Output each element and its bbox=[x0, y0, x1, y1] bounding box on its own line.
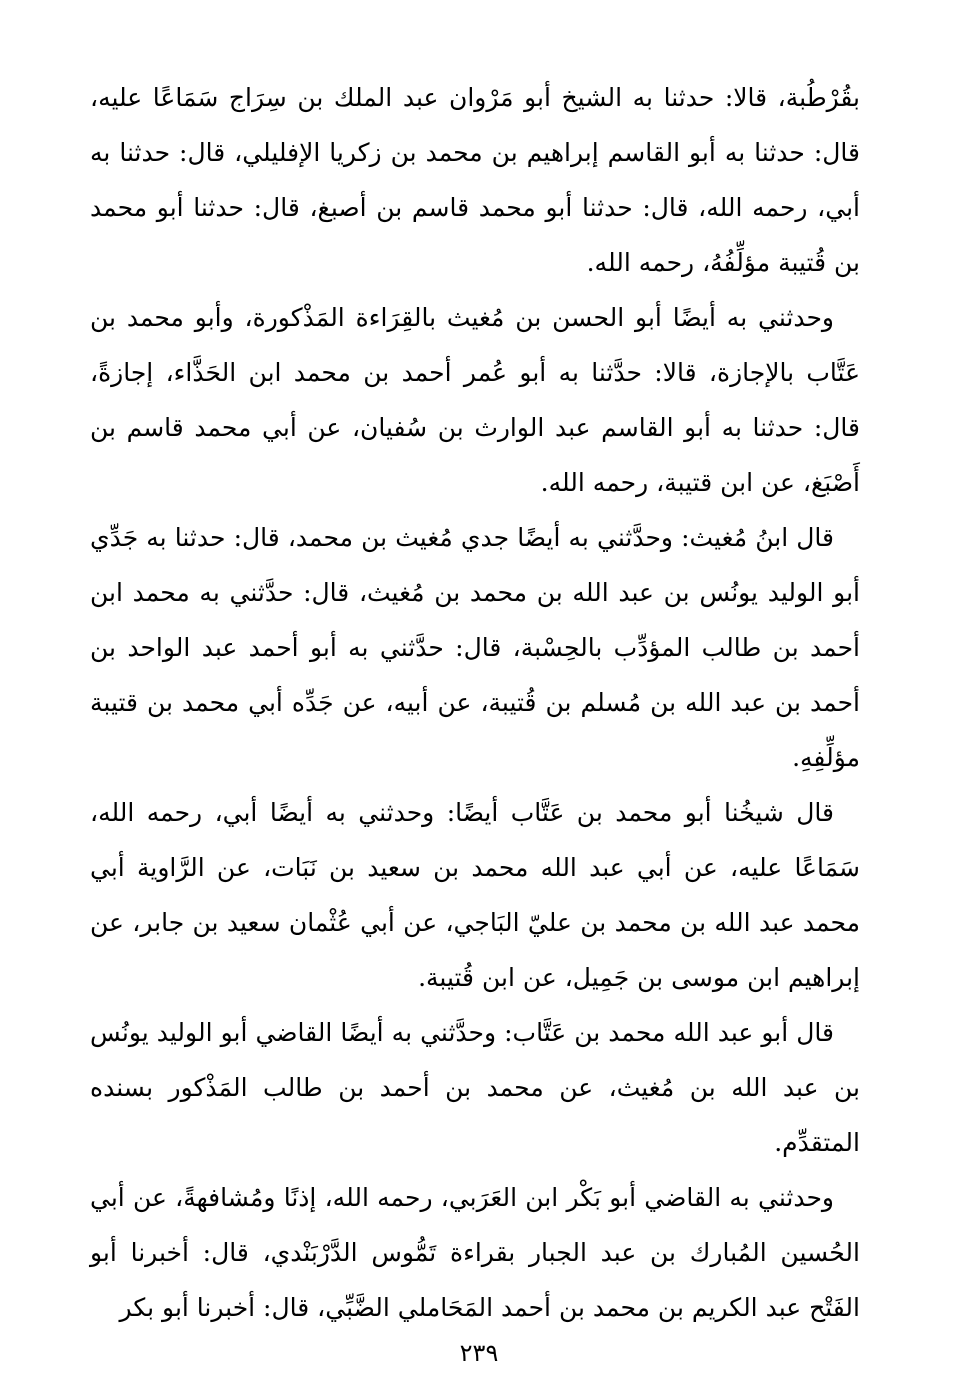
paragraph-1: بقُرْطُبة، قالا: حدثنا به الشيخ أبو مَرْوان عبد الملك بن سِرَاج سَمَاعًا عليه، قال: حدثنا به أبو القاسم إبراهيم بن محمد بن زكريا الإفليلي، قال: حدثنا به أبي، رحمه الله، قال: حدثنا أبو محمد قاسم بن أصبغ، قال: حدثنا أبو محمد بن قُتيبة مؤلِّفُهُ، رحمه الله. bbox=[90, 83, 860, 277]
paragraph-3: قال ابنُ مُغيث: وحدَّثني به أيضًا جدي مُغيث بن محمد، قال: حدثنا به جَدِّي أبو الوليد يونُس بن عبد الله بن محمد بن مُغيث، قال: حدَّثني به محمد ابن أحمد بن طالب المؤدِّب بالحِسْبة، قال: حدَّثني به أبو أحمد عبد الواحد بن أحمد بن عبد الله بن مُسلم بن قُتيبة، عن أبيه، عن جَدِّه أبي محمد بن قتيبة مؤلِّفِهِ. bbox=[90, 523, 860, 772]
paragraph-5: قال أبو عبد الله محمد بن عَتَّاب: وحدَّثني به أيضًا القاضي أبو الوليد يونُس بن عبد الله بن مُغيث، عن محمد بن أحمد بن طالب المَذْكور بسنده المتقدِّم. bbox=[90, 1018, 860, 1157]
paragraph-4: قال شيخُنا أبو محمد بن عَتَّاب أيضًا: وحدثني به أيضًا أبي، رحمه الله، سَمَاعًا عليه، عن أبي عبد الله محمد بن سعيد بن نَبَات، عن الرَّاوية أبي محمد عبد الله بن محمد بن عليّ البَاجي، عن أبي عُثْمان سعيد بن جابر، عن إبراهيم ابن موسى بن جَمِيل، عن ابن قُتيبة. bbox=[90, 798, 860, 992]
page-body bbox=[90, 70, 860, 1335]
paragraph-6: وحدثني به القاضي أبو بَكْر ابن العَرَبي، رحمه الله، إذنًا ومُشافهةً، عن أبي الحُسين المُبارك بن عبد الجبار بقراءة تَمُّوس الدَّرْبَنْدي، قال: أخبرنا أبو الفَتْح عبد الكريم بن محمد بن أحمد المَحَاملي الضَّبِّي، قال: أخبرنا أبو بكر bbox=[90, 1183, 860, 1322]
page-number: ٢٣٩ bbox=[459, 1339, 499, 1367]
paragraph-2: وحدثني به أيضًا أبو الحسن بن مُغيث بالقِرَاءة المَذْكورة، وأبو محمد بن عَتَّاب بالإجازة، قالا: حدَّثنا به أبو عُمر أحمد بن محمد ابن الحَذَّاء، إجازةً، قال: حدثنا به أبو القاسم عبد الوارث بن سُفيان، عن أبي محمد قاسم بن أَصْبَغ، عن ابن قتيبة، رحمه الله. bbox=[90, 303, 860, 497]
